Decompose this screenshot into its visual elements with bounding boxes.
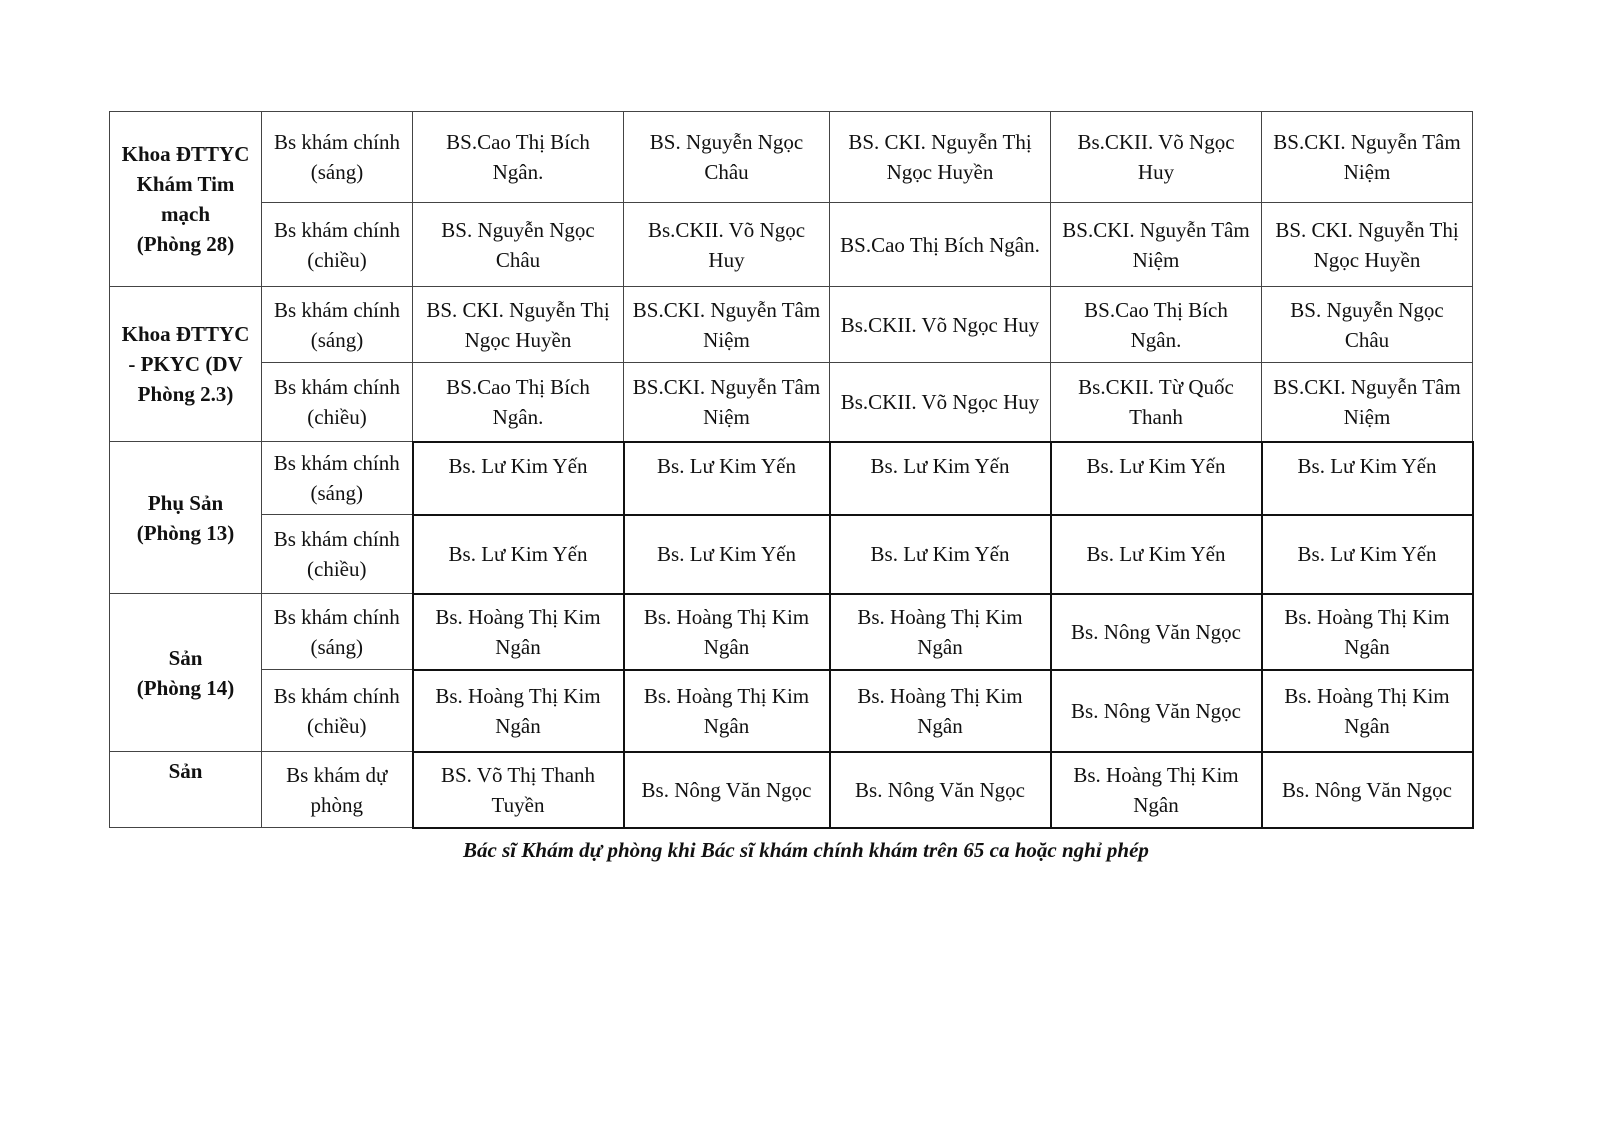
role-cell: Bs khám chính (chiều) (262, 203, 413, 287)
doctor-cell: BS. Nguyễn Ngọc Châu (1262, 287, 1473, 363)
doctor-cell: Bs. Lư Kim Yến (1051, 442, 1262, 515)
doctor-cell: BS.CKI. Nguyễn Tâm Niệm (1262, 112, 1473, 203)
doctor-cell: Bs. Lư Kim Yến (624, 442, 830, 515)
doctor-cell: Bs. Hoàng Thị Kim Ngân (1262, 670, 1473, 752)
doctor-cell: Bs. Hoàng Thị Kim Ngân (830, 594, 1051, 670)
role-cell: Bs khám chính (sáng) (262, 287, 413, 363)
role-cell: Bs khám chính (sáng) (262, 594, 413, 670)
doctor-cell: BS. Võ Thị Thanh Tuyền (413, 752, 624, 828)
doctor-cell: Bs.CKII. Võ Ngọc Huy (624, 203, 830, 287)
doctor-cell: BS.CKI. Nguyễn Tâm Niệm (624, 363, 830, 442)
doctor-cell: Bs. Nông Văn Ngọc (1051, 594, 1262, 670)
doctor-cell: BS.CKI. Nguyễn Tâm Niệm (1051, 203, 1262, 287)
table-row (110, 112, 1473, 203)
doctor-cell: Bs. Hoàng Thị Kim Ngân (413, 670, 624, 752)
doctor-cell: Bs. Lư Kim Yến (624, 515, 830, 594)
table-row (110, 515, 1473, 594)
doctor-cell: BS.Cao Thị Bích Ngân. (413, 112, 624, 203)
doctor-cell: BS.CKI. Nguyễn Tâm Niệm (624, 287, 830, 363)
doctor-cell: BS.CKI. Nguyễn Tâm Niệm (1262, 363, 1473, 442)
doctor-cell: BS. CKI. Nguyễn Thị Ngọc Huyền (413, 287, 624, 363)
role-cell: Bs khám chính (chiều) (262, 670, 413, 752)
table-row (110, 670, 1473, 752)
doctor-cell: Bs. Hoàng Thị Kim Ngân (1051, 752, 1262, 828)
doctor-cell: Bs.CKII. Võ Ngọc Huy (830, 287, 1051, 363)
doctor-cell: Bs. Lư Kim Yến (830, 442, 1051, 515)
footnote: Bác sĩ Khám dự phòng khi Bác sĩ khám chính khám trên 65 ca hoặc nghỉ phép (463, 838, 1149, 862)
doctor-cell: Bs. Hoàng Thị Kim Ngân (1262, 594, 1473, 670)
doctor-cell: BS. Nguyễn Ngọc Châu (413, 203, 624, 287)
doctor-cell: Bs. Nông Văn Ngọc (830, 752, 1051, 828)
doctor-cell: Bs.CKII. Võ Ngọc Huy (830, 363, 1051, 442)
doctor-cell: BS. CKI. Nguyễn Thị Ngọc Huyền (1262, 203, 1473, 287)
table-row (110, 752, 1473, 828)
doctor-cell: Bs. Hoàng Thị Kim Ngân (413, 594, 624, 670)
doctor-cell: Bs. Nông Văn Ngọc (1051, 670, 1262, 752)
role-cell: Bs khám chính (sáng) (262, 442, 413, 515)
doctor-cell: Bs. Nông Văn Ngọc (1262, 752, 1473, 828)
doctor-cell: BS.Cao Thị Bích Ngân. (830, 203, 1051, 287)
doctor-cell: Bs. Lư Kim Yến (413, 515, 624, 594)
role-cell: Bs khám dự phòng (262, 752, 413, 828)
doctor-cell: BS. Nguyễn Ngọc Châu (624, 112, 830, 203)
doctor-cell: Bs.CKII. Từ Quốc Thanh (1051, 363, 1262, 442)
doctor-cell: Bs. Lư Kim Yến (1262, 442, 1473, 515)
doctor-cell: Bs.CKII. Võ Ngọc Huy (1051, 112, 1262, 203)
department-cell: Khoa ĐTTYC Khám Tim mạch (Phòng 28) (110, 112, 262, 287)
table-row (110, 594, 1473, 670)
department-cell: Sản (110, 752, 262, 828)
doctor-cell: Bs. Hoàng Thị Kim Ngân (624, 594, 830, 670)
table-row (110, 442, 1473, 515)
doctor-cell: Bs. Nông Văn Ngọc (624, 752, 830, 828)
role-cell: Bs khám chính (chiều) (262, 515, 413, 594)
schedule-table (109, 111, 1474, 829)
department-cell: Sản (Phòng 14) (110, 594, 262, 752)
doctor-cell: Bs. Hoàng Thị Kim Ngân (830, 670, 1051, 752)
role-cell: Bs khám chính (chiều) (262, 363, 413, 442)
table-row (110, 363, 1473, 442)
doctor-cell: Bs. Hoàng Thị Kim Ngân (624, 670, 830, 752)
table-row (110, 203, 1473, 287)
department-cell: Phụ Sản (Phòng 13) (110, 442, 262, 594)
doctor-cell: BS.Cao Thị Bích Ngân. (413, 363, 624, 442)
table-row (110, 287, 1473, 363)
doctor-cell: BS.Cao Thị Bích Ngân. (1051, 287, 1262, 363)
department-cell: Khoa ĐTTYC - PKYC (DV Phòng 2.3) (110, 287, 262, 442)
doctor-cell: Bs. Lư Kim Yến (1051, 515, 1262, 594)
doctor-cell: Bs. Lư Kim Yến (830, 515, 1051, 594)
role-cell: Bs khám chính (sáng) (262, 112, 413, 203)
doctor-cell: Bs. Lư Kim Yến (413, 442, 624, 515)
doctor-cell: BS. CKI. Nguyễn Thị Ngọc Huyền (830, 112, 1051, 203)
doctor-cell: Bs. Lư Kim Yến (1262, 515, 1473, 594)
